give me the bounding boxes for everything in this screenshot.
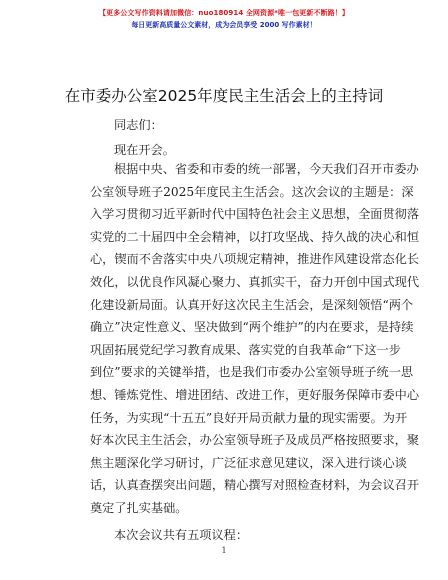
document-title: 在市委办公室2025年度民主生活会上的主持词 <box>64 87 384 105</box>
paragraph-line: 奠定了扎实基础。 <box>90 501 188 515</box>
page-number: 1 <box>221 546 227 555</box>
paragraph-line: 化建设新局面。认真开好这次民主生活会，是深刻领悟“两个 <box>90 297 414 312</box>
paragraph-line: 话，认真查摆突出问题，精心撰写对照检查材料，为会议召开 <box>90 478 420 493</box>
paragraph-line: 巩固拓展党纪学习教育成果、落实党的自我革命“下这一步 <box>90 342 401 357</box>
paragraph-line: 效化，以优良作风凝心聚力、真抓实干，奋力开创中国式现代 <box>90 275 420 289</box>
salutation: 同志们： <box>114 118 163 132</box>
paragraph-line: 根据中央、省委和市委的统一部署，今天我们召开市委办 <box>114 162 419 176</box>
paragraph-line: 确立”决定性意义、坚决做到“两个维护”的内在要求，是持续 <box>90 320 414 335</box>
promo-banner-line-1: 【更多公文写作资料请加微信：nuo180914 全网资源*唯一包更新不断路！】 <box>99 9 349 17</box>
paragraph-line: 实党的二十届四中全会精神，以打攻坚战、持久战的决心和恒 <box>90 229 420 244</box>
paragraph-line: 入学习贯彻习近平新时代中国特色社会主义思想，全面贯彻落 <box>90 207 420 222</box>
paragraph-line: 好本次民主生活会，办公室领导班子及成员严格按照要求，聚 <box>90 433 420 448</box>
paragraph-line: 公室领导班子2025年度民主生活会。这次会议的主题是：深 <box>90 184 414 199</box>
paragraph-line: 焦主题深化学习研讨，广泛征求意见建议，深入进行谈心谈 <box>90 455 407 470</box>
agenda-intro: 本次会议共有五项议程： <box>114 527 249 542</box>
paragraph-line: 想、锤炼党性、增进团结、改进工作，更好服务保障市委中心 <box>90 388 420 402</box>
paragraph-line: 到位”要求的关键举措，也是我们市委办公室领导班子统一思 <box>90 365 414 380</box>
paragraph-line: 心，锲而不舍落实中央八项规定精神，推进作风建设常态化长 <box>90 252 420 267</box>
opening-line: 现在开会。 <box>114 143 175 157</box>
paragraph-line: 任务，为实现“十五五”良好开局贡献力量的现实需要。为开 <box>90 410 408 425</box>
promo-banner-line-2: 每日更新高质量公文素材，成为会员享受 2000 写作素材！ <box>131 21 317 29</box>
